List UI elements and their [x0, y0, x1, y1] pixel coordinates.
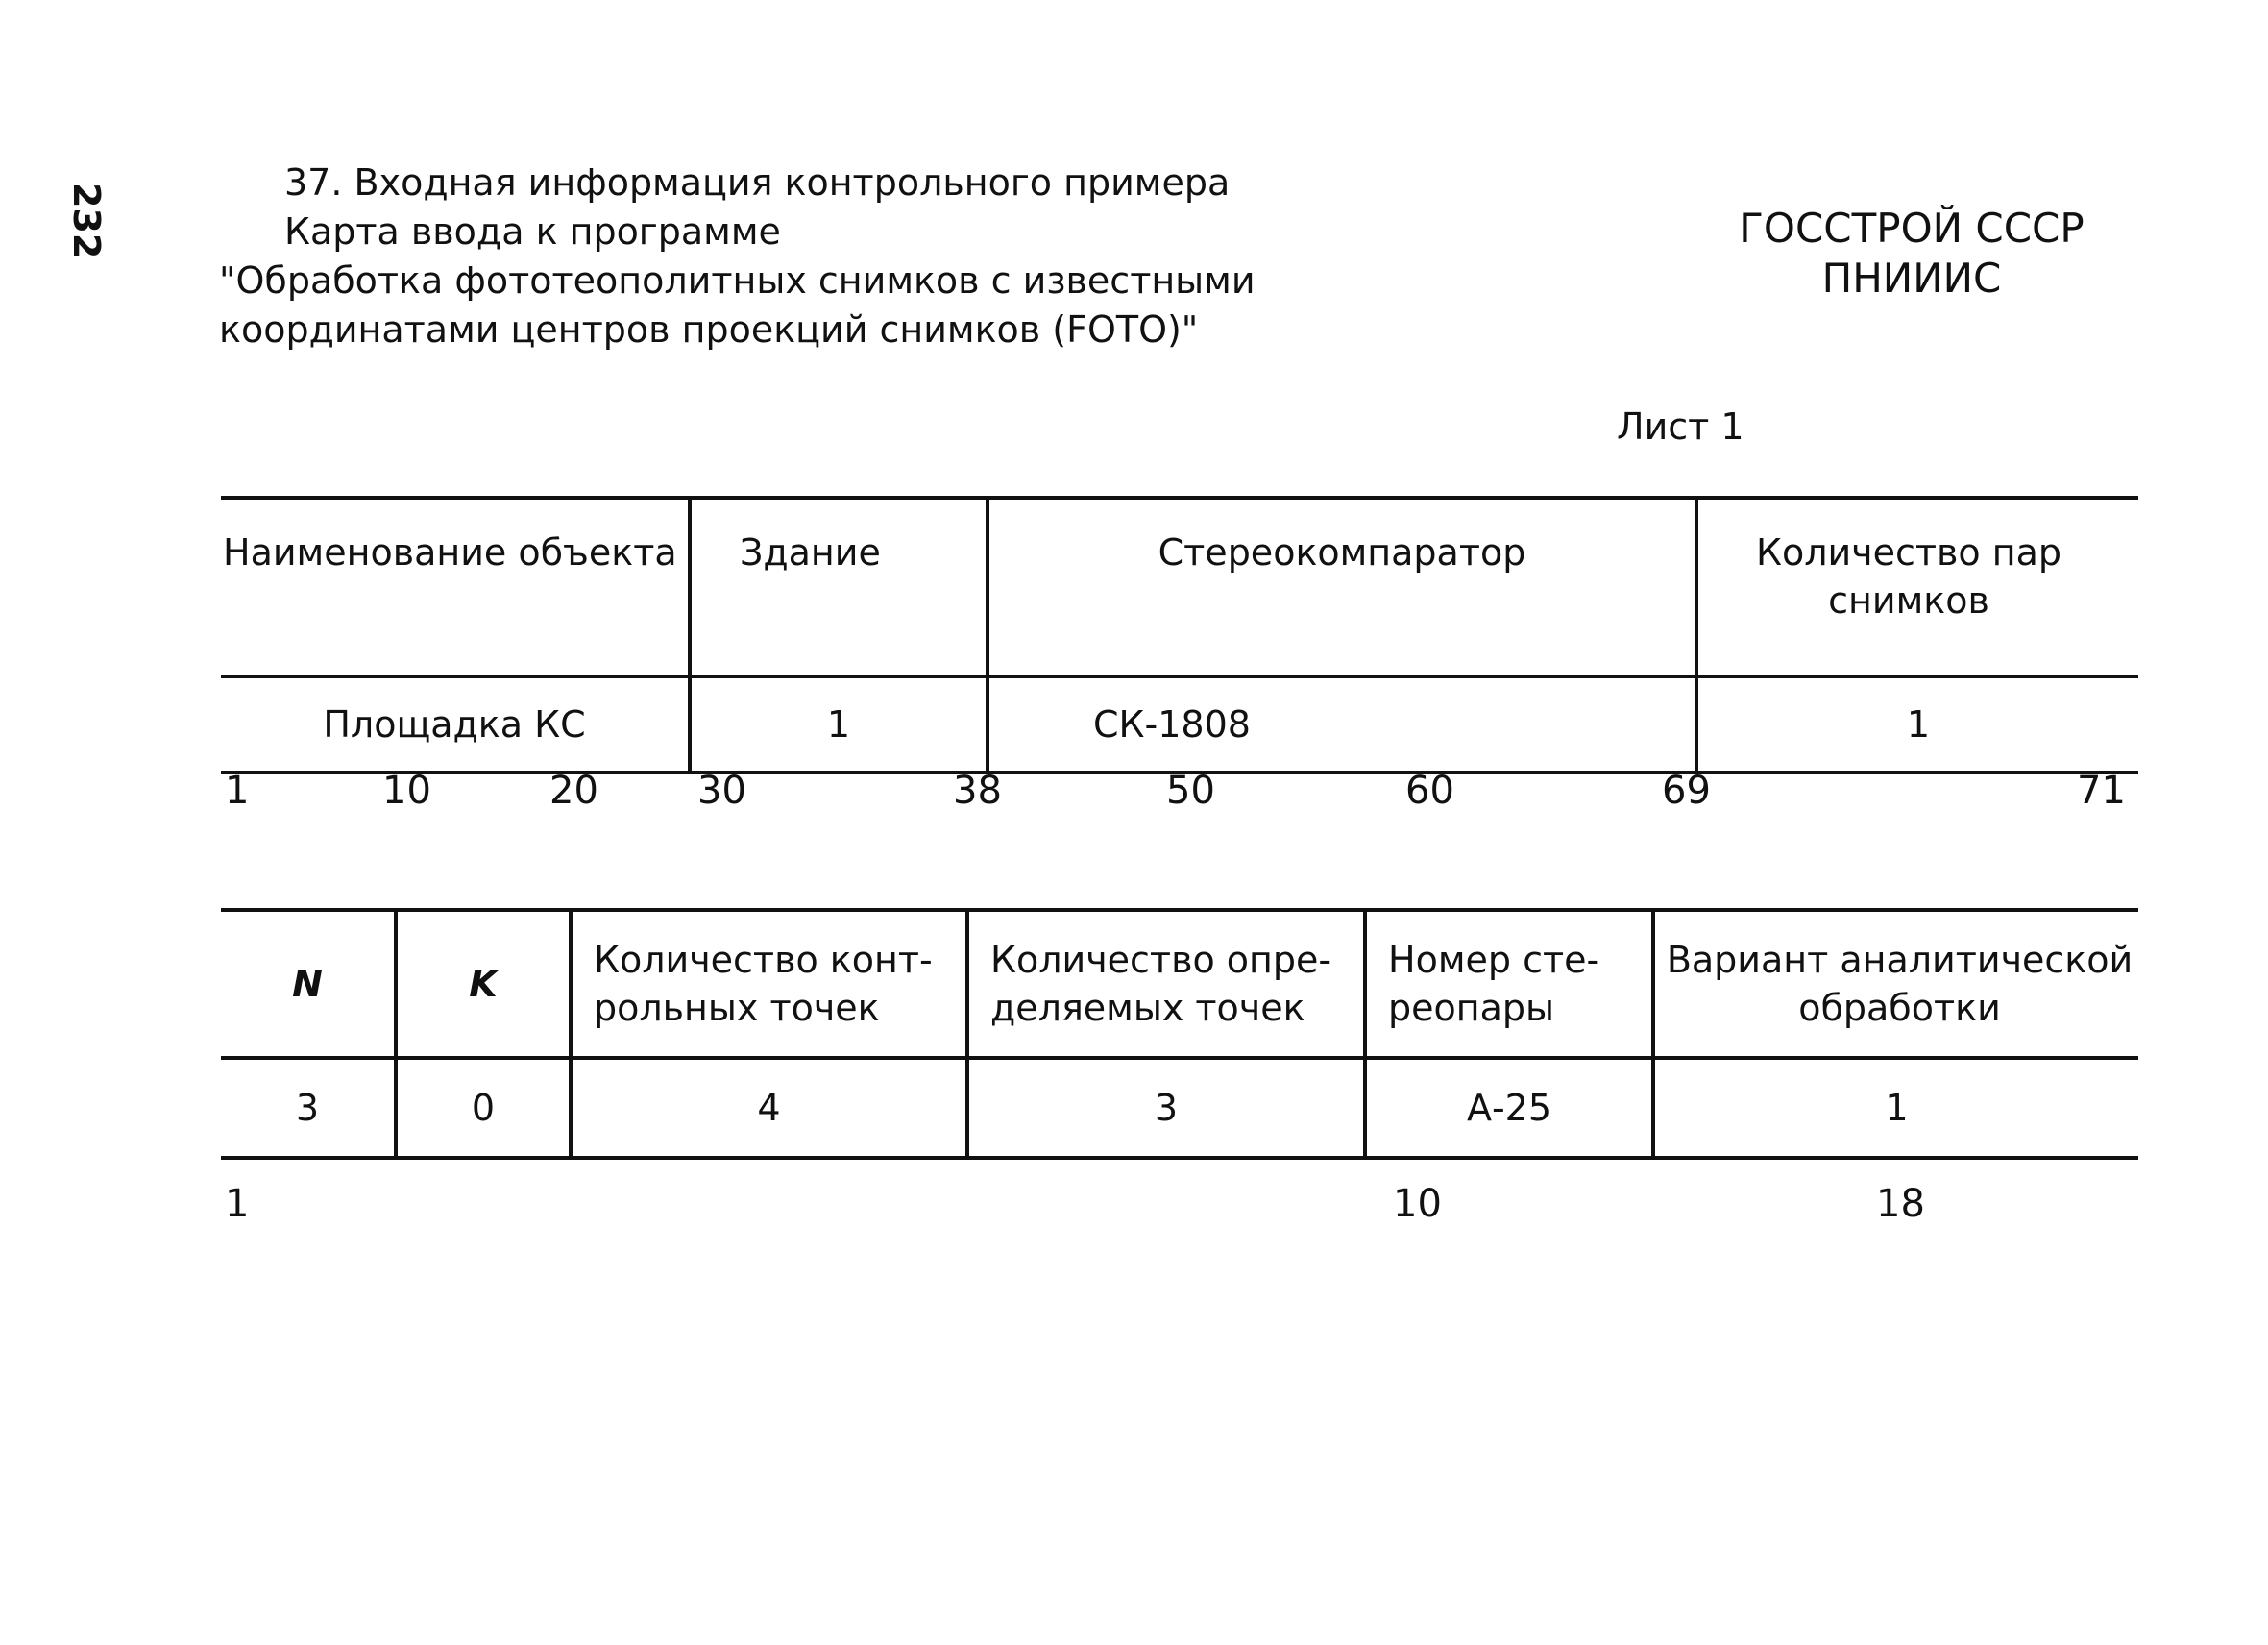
table-header-cell: Вариант аналитической обработки	[1653, 910, 2138, 1058]
column-position: 10	[1393, 1182, 1442, 1226]
table-row	[221, 1058, 2138, 1158]
table-header-cell: K	[396, 910, 571, 1058]
table-header-cell: Количество пар снимков	[1696, 498, 2138, 676]
column-position: 60	[1405, 769, 1454, 813]
column-position: 30	[697, 769, 746, 813]
table-header-row	[221, 498, 2138, 676]
table-cell: Площадка КС	[221, 676, 690, 773]
table-header-cell: Номер сте-реопары	[1365, 910, 1653, 1058]
table-cell: 1	[1696, 676, 2138, 773]
parameters-table	[221, 908, 2138, 1160]
title-line-4: координатами центров проекций снимков (FOTO)"	[219, 308, 1199, 351]
table-header-cell: Стереокомпаратор	[988, 498, 1696, 676]
title-line-2: Карта ввода к программе	[284, 210, 781, 253]
column-position: 50	[1166, 769, 1215, 813]
column-position: 69	[1662, 769, 1711, 813]
column-position: 20	[549, 769, 598, 813]
column-position: 1	[225, 1182, 250, 1226]
column-position: 10	[382, 769, 431, 813]
object-table	[221, 496, 2138, 774]
table-header-cell: Здание	[690, 498, 988, 676]
table-cell: 3	[967, 1058, 1365, 1158]
title-line-1: 37. Входная информация контрольного примера	[284, 161, 1231, 204]
table-cell: 3	[221, 1058, 396, 1158]
page-number: 232	[65, 183, 108, 259]
table-header-cell: Количество опре-деляемых точек	[967, 910, 1365, 1058]
column-position: 38	[953, 769, 1002, 813]
title-line-3: "Обработка фототеополитных снимков с известными	[219, 259, 1256, 302]
table-cell: 1	[690, 676, 988, 773]
column-positions-row	[0, 1182, 2268, 1230]
table-row	[221, 676, 2138, 773]
column-position: 1	[225, 769, 250, 813]
table-cell: А-25	[1365, 1058, 1653, 1158]
organization-line-1: ГОССТРОЙ СССР	[1739, 205, 2085, 252]
organization-line-2: ПНИИИС	[1821, 255, 2002, 302]
table-header-cell: N	[221, 910, 396, 1058]
column-position: 71	[2077, 769, 2126, 813]
table-header-row	[221, 910, 2138, 1058]
column-position: 18	[1876, 1182, 1925, 1226]
document-title	[219, 159, 1256, 355]
sheet-label: Лист 1	[1617, 405, 1744, 448]
table-header-cell: Количество конт-рольных точек	[571, 910, 967, 1058]
column-positions-row	[0, 769, 2268, 817]
table-cell: 1	[1653, 1058, 2138, 1158]
table-cell: 4	[571, 1058, 967, 1158]
table-cell: 0	[396, 1058, 571, 1158]
table-cell: СК-1808	[988, 676, 1696, 773]
table-header-cell: Наименование объекта	[221, 498, 690, 676]
organization-block	[1719, 204, 2104, 304]
